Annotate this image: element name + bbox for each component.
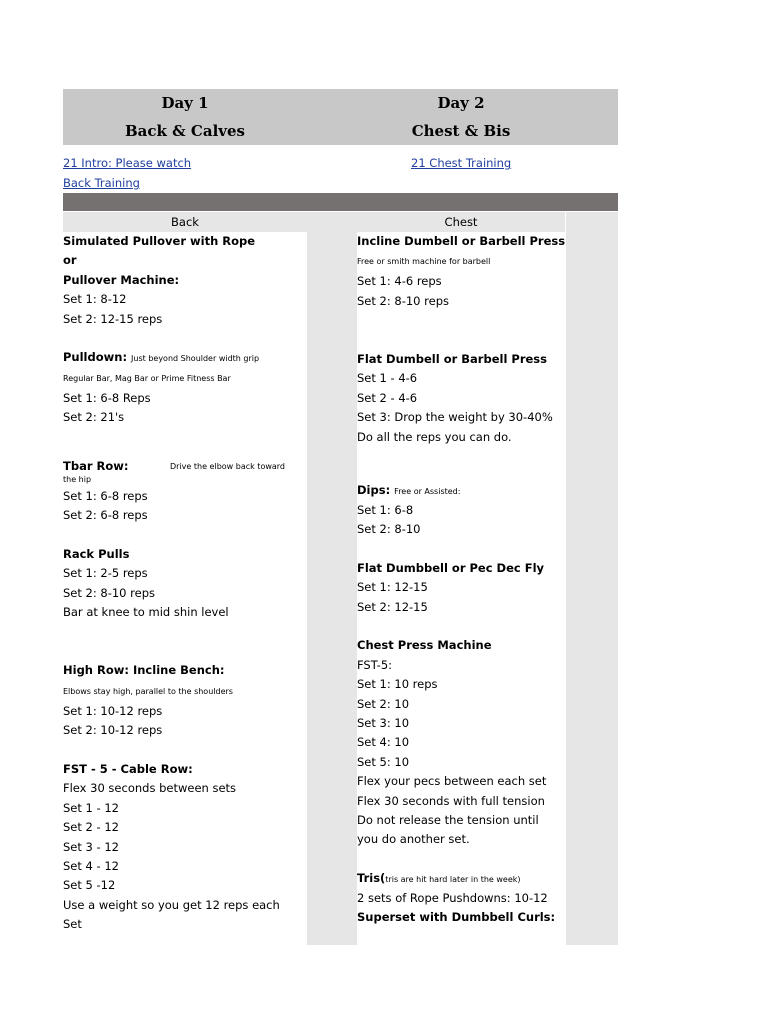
set-line: Set 2: 12-15: [357, 599, 428, 614]
exercise-text: FST-5:: [357, 657, 393, 672]
set-line: Set 3: Drop the weight by 30-40%: [357, 410, 553, 425]
set-line: Set 3 - 12: [63, 839, 119, 854]
set-line: Set 2: 8-10 reps: [357, 293, 449, 308]
exercise-note: Drive the elbow back toward: [170, 461, 286, 471]
day-header: [63, 89, 618, 145]
back-column-header: Back: [63, 212, 307, 232]
set-line: Set 1: 10 reps: [357, 677, 438, 692]
day1-header: [65, 89, 305, 145]
exercise-text: Flex your pecs between each set: [357, 774, 547, 789]
set-line: Set 1 - 12: [63, 800, 119, 815]
exercise-name: Flat Dumbbell or Pec Dec Fly: [357, 560, 545, 575]
exercise-note: tris are hit hard later in the week): [385, 875, 521, 885]
exercise-name: Flat Dumbell or Barbell Press: [357, 351, 547, 366]
exercise-text: Flex 30 seconds between sets: [63, 781, 237, 796]
set-line: Set 2 - 12: [63, 820, 119, 835]
exercise-note: Free or smith machine for barbell: [357, 257, 491, 267]
day1-title: Day 1: [161, 94, 209, 112]
column-spacer: [307, 212, 357, 945]
set-line: Set 1: 6-8 reps: [63, 488, 148, 503]
divider-bar: [63, 193, 618, 211]
exercise-text: Flex 30 seconds with full tension: [357, 793, 545, 808]
exercise-note: Regular Bar, Mag Bar or Prime Fitness Bar: [63, 373, 231, 383]
exercise-name: Simulated Pullover with Rope: [63, 234, 256, 248]
exercise-text: you do another set.: [357, 832, 470, 847]
chest-training-link[interactable]: 21 Chest Training: [411, 156, 512, 170]
exercise-note: Free or Assisted:: [394, 487, 461, 497]
back-exercise-list: [63, 232, 303, 935]
set-line: Set 1: 4-6 reps: [357, 274, 442, 289]
set-line: Set 2: 10-12 reps: [63, 723, 163, 738]
exercise-name: Dips:: [357, 483, 395, 498]
day1-subtitle: Back & Calves: [125, 122, 245, 140]
set-line: Set 4 - 12: [63, 858, 119, 873]
intro-video-link[interactable]: 21 Intro: Please watch: [63, 156, 192, 170]
dips-line: [357, 481, 565, 500]
set-line: Set 3: 10: [357, 715, 410, 730]
set-line: Set 2: 8-10 reps: [63, 585, 155, 600]
set-line: Set 2: 21's: [63, 410, 125, 425]
exercise-name: Incline Dumbell or Barbell Press: [357, 234, 566, 248]
exercise-text: or: [63, 253, 77, 268]
chest-exercise-list: [357, 232, 565, 927]
exercise-text: Do not release the tension until: [357, 812, 539, 827]
set-line: Set 1: 6-8 Reps: [63, 390, 151, 405]
set-line: Set 2: 12-15 reps: [63, 311, 163, 326]
exercise-name: Tris(: [357, 871, 386, 886]
exercise-text: Set: [63, 917, 82, 932]
set-line: Set 2: 8-10: [357, 522, 421, 537]
tbar-row-header: [63, 457, 303, 487]
column-spacer-right: [566, 212, 618, 945]
set-line: Set 2: 10: [357, 696, 410, 711]
pulldown-line: [63, 348, 303, 367]
exercise-name: FST - 5 - Cable Row:: [63, 761, 193, 776]
exercise-name: Rack Pulls: [63, 547, 130, 562]
chest-column-header: Chest: [357, 212, 565, 232]
set-line: Set 2: 6-8 reps: [63, 508, 148, 523]
day2-header: [341, 89, 581, 145]
set-line: Set 5: 10: [357, 754, 410, 769]
exercise-name: Pullover Machine:: [63, 272, 180, 287]
set-line: Set 1: 12-15: [357, 580, 428, 595]
exercise-text: Superset with Dumbbell Curls:: [357, 909, 556, 924]
set-line: Set 1: 2-5 reps: [63, 566, 148, 581]
day2-subtitle: Chest & Bis: [411, 122, 511, 140]
exercise-name: Pulldown:: [63, 350, 132, 365]
set-line: Set 1: 8-12: [63, 292, 127, 307]
day2-title: Day 2: [437, 94, 485, 112]
back-training-link[interactable]: Back Training: [63, 176, 140, 190]
set-line: Set 5 -12: [63, 878, 116, 893]
exercise-name: Tbar Row:: [63, 458, 129, 473]
set-line: Set 4: 10: [357, 735, 410, 750]
exercise-note: Elbows stay high, parallel to the shoulders: [63, 686, 233, 696]
tris-line: [357, 869, 565, 888]
set-line: Set 2 - 4-6: [357, 390, 418, 405]
exercise-note: Just beyond Shoulder width grip: [131, 354, 260, 364]
exercise-name: High Row: Incline Bench:: [63, 663, 225, 678]
set-line: Set 1: 10-12 reps: [63, 703, 163, 718]
exercise-text: Use a weight so you get 12 reps each: [63, 897, 280, 912]
set-line: Set 1 - 4-6: [357, 371, 418, 386]
exercise-text: Do all the reps you can do.: [357, 429, 512, 444]
exercise-text: Bar at knee to mid shin level: [63, 605, 229, 620]
exercise-text: 2 sets of Rope Pushdowns: 10-12: [357, 890, 548, 905]
exercise-name: Chest Press Machine: [357, 638, 492, 653]
set-line: Set 1: 6-8: [357, 502, 414, 517]
exercise-note: the hip: [63, 474, 92, 484]
